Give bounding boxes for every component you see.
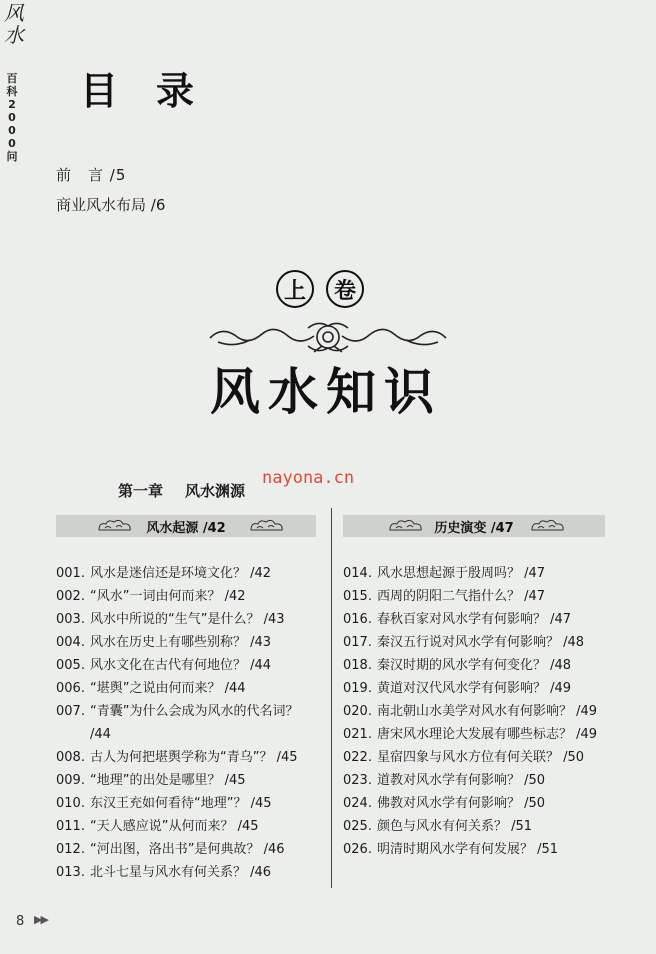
- toc-item-number: 021.: [343, 727, 372, 742]
- toc-item-number: 010.: [56, 796, 85, 811]
- toc-item[interactable]: [343, 631, 615, 654]
- toc-item[interactable]: [343, 608, 615, 631]
- toc-item-number: 016.: [343, 612, 372, 627]
- toc-item-number: 018.: [343, 658, 372, 673]
- toc-item[interactable]: [56, 608, 326, 631]
- part-title: 风水知识: [210, 362, 442, 421]
- toc-item-number: 013.: [56, 865, 85, 880]
- toc-item-text: 风水在历史上有哪些别称？ /43: [90, 635, 272, 650]
- column-divider: [331, 508, 332, 888]
- toc-list-origin: [56, 562, 326, 884]
- toc-item-text: “天人感应说”从何而来？ /45: [90, 819, 259, 834]
- toc-item-number: 009.: [56, 773, 85, 788]
- toc-item-text: 星宿四象与风水方位有何关联？ /50: [377, 750, 585, 765]
- cloud-motif-icon: [248, 518, 286, 534]
- toc-item[interactable]: [56, 861, 326, 884]
- toc-item-commercial-layout[interactable]: 商业风水布局 /6: [56, 196, 166, 214]
- cloud-motif-icon: [96, 518, 134, 534]
- toc-item-number: 011.: [56, 819, 85, 834]
- toc-item-text: 南北朝山水美学对风水有何影响？ /49: [377, 704, 598, 719]
- toc-item-number: 004.: [56, 635, 85, 650]
- volume-char-2: 卷: [326, 270, 364, 308]
- toc-item-number: 017.: [343, 635, 372, 650]
- toc-item-number: 005.: [56, 658, 85, 673]
- toc-item-text: 明清时期风水学有何发展？ /51: [377, 842, 559, 857]
- toc-item-number: 014.: [343, 566, 372, 581]
- watermark: nayona.cn: [262, 468, 355, 488]
- toc-item[interactable]: [56, 746, 326, 769]
- toc-item[interactable]: [343, 562, 615, 585]
- ornament-divider-icon: [204, 318, 452, 356]
- cloud-motif-icon: [529, 518, 567, 534]
- chapter-label: 第一章: [118, 482, 164, 500]
- toc-item-number: 012.: [56, 842, 85, 857]
- toc-item-text: 风水中所说的“生气”是什么？ /43: [90, 612, 285, 627]
- toc-item-text: 古人为何把堪舆学称为“青乌”？ /45: [90, 750, 298, 765]
- toc-item-text: “河出图，洛出书”是何典故？ /46: [90, 842, 285, 857]
- section-bar-origin: [56, 515, 316, 537]
- section-bar-evolution: [343, 515, 605, 537]
- toc-item-number: 022.: [343, 750, 372, 765]
- toc-item-number: 019.: [343, 681, 372, 696]
- page-number: 8: [16, 914, 25, 929]
- toc-item-text: 唐宋风水理论大发展有哪些标志？ /49: [377, 727, 598, 742]
- toc-item[interactable]: [56, 677, 326, 700]
- toc-item-text: 佛教对风水学有何影响？ /50: [377, 796, 546, 811]
- toc-item-text: 风水是迷信还是环境文化？ /42: [90, 566, 272, 581]
- toc-item-text: 颜色与风水有何关系？ /51: [377, 819, 533, 834]
- toc-item-text: 春秋百家对风水学有何影响？ /47: [377, 612, 572, 627]
- toc-item[interactable]: [56, 585, 326, 608]
- toc-item[interactable]: [56, 700, 326, 746]
- toc-item-text: “堪舆”之说由何而来？ /44: [90, 681, 246, 696]
- toc-item-number: 020.: [343, 704, 372, 719]
- toc-list-evolution: [343, 562, 615, 861]
- toc-item[interactable]: [343, 585, 615, 608]
- chapter-title: 风水渊源: [185, 482, 246, 500]
- toc-item-text: “青囊”为什么会成为风水的代名词？ /44: [90, 704, 299, 742]
- toc-item-number: 026.: [343, 842, 372, 857]
- toc-item-number: 024.: [343, 796, 372, 811]
- volume-char-1: 上: [276, 270, 314, 308]
- toc-item[interactable]: [343, 746, 615, 769]
- toc-item[interactable]: [56, 631, 326, 654]
- chapter-heading: [118, 480, 245, 501]
- toc-item-text: 道教对风水学有何影响？ /50: [377, 773, 546, 788]
- toc-item[interactable]: [56, 838, 326, 861]
- toc-item-text: 北斗七星与风水有何关系？ /46: [90, 865, 272, 880]
- toc-item[interactable]: [343, 792, 615, 815]
- toc-item[interactable]: [56, 654, 326, 677]
- toc-item[interactable]: [343, 700, 615, 723]
- toc-item-number: 008.: [56, 750, 85, 765]
- series-name: 百科2000问: [6, 72, 18, 163]
- section-label-origin[interactable]: 风水起源 /42: [146, 520, 226, 536]
- toc-item-number: 007.: [56, 704, 85, 719]
- cloud-motif-icon: [387, 518, 425, 534]
- toc-item[interactable]: [343, 769, 615, 792]
- toc-item-number: 023.: [343, 773, 372, 788]
- toc-item-text: 黄道对汉代风水学有何影响？ /49: [377, 681, 572, 696]
- volume-label: [276, 270, 364, 308]
- toc-item-preface[interactable]: 前 言 /5: [56, 166, 127, 184]
- toc-item[interactable]: [343, 838, 615, 861]
- toc-item-number: 015.: [343, 589, 372, 604]
- toc-item-text: 东汉王充如何看待“地理”？ /45: [90, 796, 272, 811]
- toc-item-number: 001.: [56, 566, 85, 581]
- toc-item[interactable]: [343, 654, 615, 677]
- toc-item-number: 006.: [56, 681, 85, 696]
- toc-item-text: “风水”一词由何而来？ /42: [90, 589, 246, 604]
- series-brand: 风水: [4, 1, 24, 47]
- toc-item[interactable]: [56, 769, 326, 792]
- toc-item-number: 025.: [343, 819, 372, 834]
- section-label-evolution[interactable]: 历史演变 /47: [434, 520, 514, 536]
- toc-item-text: 秦汉时期的风水学有何变化？ /48: [377, 658, 572, 673]
- toc-item[interactable]: [343, 677, 615, 700]
- next-page-arrow-icon: ▶▶: [34, 913, 47, 926]
- toc-title: 目录: [80, 69, 233, 113]
- toc-item-text: 西周的阴阳二气指什么？ /47: [377, 589, 546, 604]
- toc-item-text: 风水思想起源于殷周吗？ /47: [377, 566, 546, 581]
- toc-item-number: 003.: [56, 612, 85, 627]
- toc-item[interactable]: [56, 562, 326, 585]
- toc-item-text: 秦汉五行说对风水学有何影响？ /48: [377, 635, 585, 650]
- toc-item[interactable]: [343, 815, 615, 838]
- toc-item[interactable]: [343, 723, 615, 746]
- toc-item[interactable]: [56, 792, 326, 815]
- toc-item-text: “地理”的出处是哪里？ /45: [90, 773, 246, 788]
- toc-item-number: 002.: [56, 589, 85, 604]
- toc-item[interactable]: [56, 815, 326, 838]
- toc-item-text: 风水文化在古代有何地位？ /44: [90, 658, 272, 673]
